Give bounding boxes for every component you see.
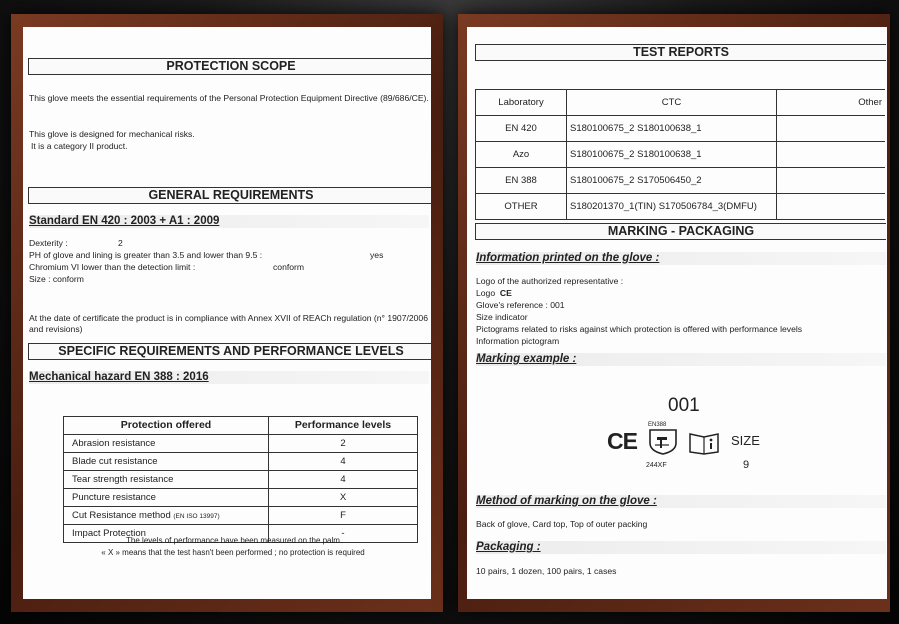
table-row — [476, 116, 886, 142]
protection-offered-header: Protection offered — [64, 417, 269, 435]
protection-cell — [64, 507, 269, 525]
standard-note: (EN ISO 13997) — [173, 512, 220, 520]
left-document-frame — [11, 14, 443, 612]
method-of-marking-text: Back of glove, Card top, Top of outer packing — [476, 519, 648, 529]
protection-scope-paragraph: This glove meets the essential requirements of the Personal Protection Equipment Directive (89/686/CE). — [29, 93, 429, 103]
category-text: It is a category II product. — [31, 141, 128, 151]
performance-level: F — [269, 507, 418, 525]
specific-requirements-title: SPECIFIC REQUIREMENTS AND PERFORMANCE LEVELS — [28, 343, 431, 360]
test-reports-title: TEST REPORTS — [475, 44, 886, 61]
ctc-cell: S180100675_2 S180100638_1 — [567, 142, 777, 168]
table-row — [64, 489, 418, 507]
ctc-cell: S180100675_2 S180100638_1 — [567, 116, 777, 142]
table-row — [64, 435, 418, 453]
right-document-page — [467, 27, 887, 599]
table-row — [476, 168, 886, 194]
table-row — [64, 453, 418, 471]
pictograms-line: Pictograms related to risks against which protection is offered with performance levels — [476, 324, 803, 334]
general-requirements-title: GENERAL REQUIREMENTS — [28, 187, 431, 204]
lab-cell: EN 388 — [476, 168, 567, 194]
performance-table — [63, 416, 418, 543]
performance-level: 2 — [269, 435, 418, 453]
table-row — [64, 471, 418, 489]
en388-label: EN388 — [648, 422, 667, 428]
method-of-marking-heading: Method of marking on the glove : — [476, 495, 886, 508]
dexterity-label: Dexterity : — [29, 238, 68, 248]
ce-mark-icon: CE — [607, 428, 637, 454]
laboratory-header: Laboratory — [476, 90, 567, 116]
size-value: 9 — [743, 459, 750, 471]
protection-name: Abrasion resistance — [64, 435, 269, 453]
table-row — [476, 142, 886, 168]
ph-value: yes — [370, 250, 384, 260]
ctc-cell: S180201370_1(TIN) S170506784_3(DMFU) — [567, 194, 777, 220]
performance-level: - — [269, 525, 418, 543]
mechanical-risks-text: This glove is designed for mechanical risks. — [29, 129, 195, 139]
performance-code: 244XF — [646, 462, 667, 469]
size-label: SIZE — [731, 433, 760, 448]
hammer-shield-icon — [648, 429, 678, 455]
left-document-page — [23, 27, 431, 599]
lab-cell: EN 420 — [476, 116, 567, 142]
size-indicator-line: Size indicator — [476, 312, 528, 322]
glove-reference-line: Glove's reference : 001 — [476, 300, 565, 310]
ph-label: PH of glove and lining is greater than 3.5 and lower than 9.5 : — [29, 250, 263, 260]
protection-name: Blade cut resistance — [64, 453, 269, 471]
information-pictogram-line: Information pictogram — [476, 336, 560, 346]
protection-name: Cut Resistance method — [72, 509, 171, 521]
other-cell — [777, 142, 886, 168]
logo-label: Logo — [476, 288, 496, 298]
protection-name: Puncture resistance — [64, 489, 269, 507]
other-cell — [777, 116, 886, 142]
other-header: Other — [777, 90, 886, 116]
packaging-heading: Packaging : — [476, 541, 886, 554]
information-printed-heading: Information printed on the glove : — [476, 252, 886, 265]
lab-cell: Azo — [476, 142, 567, 168]
example-reference: 001 — [668, 395, 700, 416]
mechanical-hazard-heading: Mechanical hazard EN 388 : 2016 — [29, 371, 429, 384]
dexterity-value: 2 — [118, 238, 123, 248]
size-line: Size : conform — [29, 274, 84, 284]
ctc-cell: S180100675_2 S170506450_2 — [567, 168, 777, 194]
other-cell — [777, 168, 886, 194]
table-row — [476, 194, 886, 220]
footnote-palm: The levels of performance have been measured on the palm — [126, 536, 340, 545]
information-book-icon — [688, 431, 720, 455]
right-document-frame — [458, 14, 890, 612]
ce-logo-icon: CE — [499, 288, 512, 298]
ctc-header: CTC — [567, 90, 777, 116]
performance-level: X — [269, 489, 418, 507]
table-row — [64, 507, 418, 525]
standard-heading: Standard EN 420 : 2003 + A1 : 2009 — [29, 215, 429, 228]
performance-level: 4 — [269, 471, 418, 489]
packaging-text: 10 pairs, 1 dozen, 100 pairs, 1 cases — [476, 566, 617, 576]
other-cell — [777, 194, 886, 220]
footnote-x: « X » means that the test hasn't been performed ; no protection is required — [101, 548, 365, 557]
protection-name: Impact Protection — [64, 525, 269, 543]
logo-line — [476, 288, 512, 299]
test-reports-table — [475, 89, 885, 220]
protection-name: Tear strength resistance — [64, 471, 269, 489]
marking-example-heading: Marking example : — [476, 353, 886, 366]
lab-cell: OTHER — [476, 194, 567, 220]
performance-level: 4 — [269, 453, 418, 471]
chromium-value: conform — [273, 262, 305, 272]
authorized-rep-logo-line: Logo of the authorized representative : — [476, 276, 624, 286]
performance-levels-header: Performance levels — [269, 417, 418, 435]
reach-compliance-text: At the date of certificate the product is in compliance with Annex XVII of REACh regulation (n° 1907/2006 and revisions) — [29, 313, 428, 334]
chromium-label: Chromium VI lower than the detection limit : — [29, 262, 196, 272]
marking-packaging-title: MARKING - PACKAGING — [475, 223, 886, 240]
protection-scope-title: PROTECTION SCOPE — [28, 58, 431, 75]
